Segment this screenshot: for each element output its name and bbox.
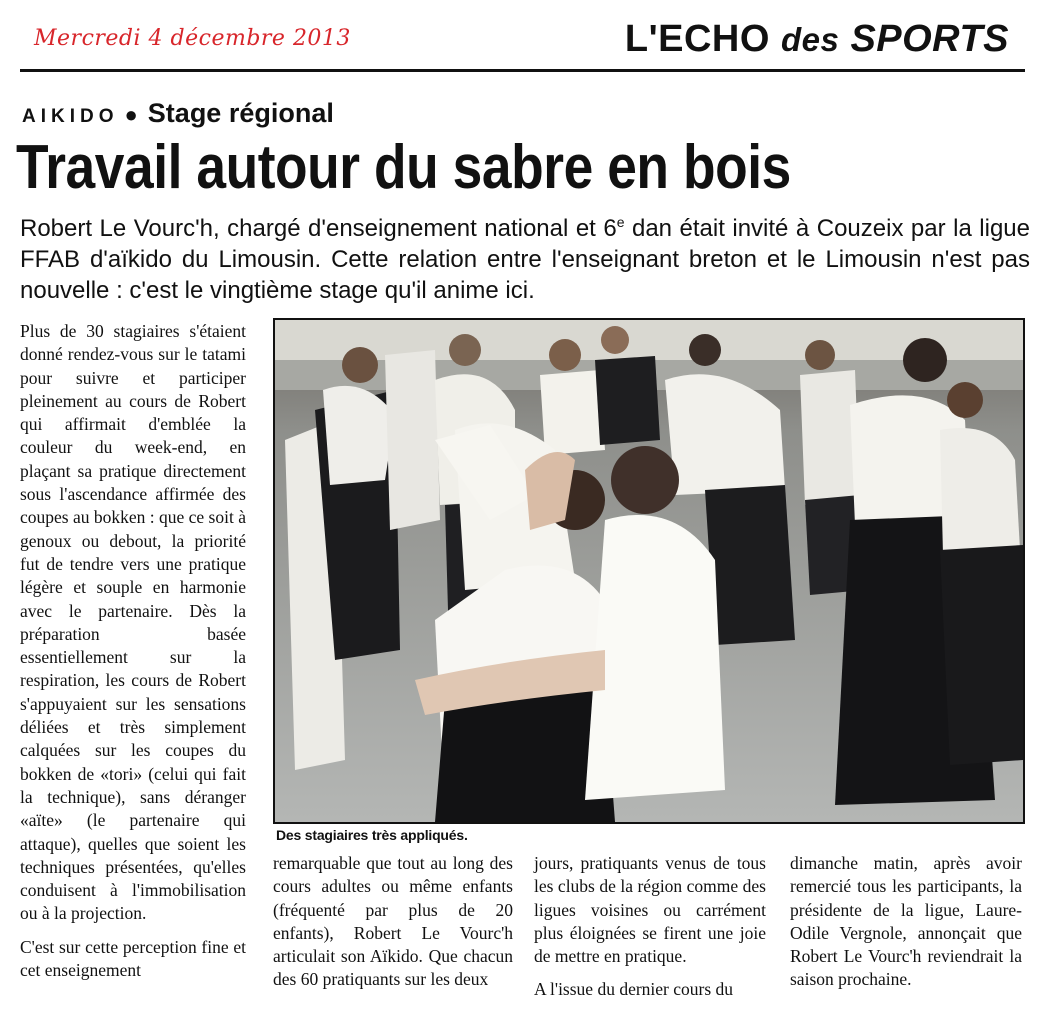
- publication-date: Mercredi 4 décembre 2013: [34, 26, 351, 51]
- rubric-bullet: ●: [124, 102, 138, 127]
- masthead: [625, 18, 1009, 61]
- aikido-photo-illustration: [275, 320, 1023, 822]
- column-3-paragraph-2: A l'issue du dernier cours du: [534, 979, 734, 1000]
- column-2: [273, 852, 513, 1002]
- masthead-prefix: L'ECHO: [624, 18, 770, 60]
- masthead-des: des: [781, 21, 840, 58]
- column-3-paragraph-1: jours, pratiquants venus de tous les clubs de la région comme des ligues voisines ou carrément plus éloignées se firent une joie de mettre en pratique.: [534, 853, 766, 967]
- column-1-paragraph-2: C'est sur cette perception fine et cet enseignement: [20, 936, 246, 981]
- section-label: AIKIDO: [22, 106, 119, 127]
- article-rubric: [22, 98, 334, 129]
- column-4-paragraph: dimanche matin, après avoir remercié tous les participants, la présidente de la ligue, Laure-Odile Vergnole, annonçait que Robert Le Vourc'h reviendrait la saison prochaine.: [790, 853, 1022, 990]
- column-1: [20, 320, 246, 992]
- photo-caption: Des stagiaires très appliqués.: [276, 827, 468, 843]
- lead-text-2: dan était invité à Couzeix par la ligue FFAB d'aïkido du Limousin. Cette relation entre l'enseignant breton et le Limousin n'est pas nouvelle : c'est le vingtième stage qu'il anime ici.: [20, 215, 1030, 304]
- masthead-sports: SPORTS: [850, 18, 1009, 60]
- article-photo: [273, 318, 1025, 824]
- column-2-paragraph: remarquable que tout au long des cours adultes ou même enfants (fréquenté par plus de 20 enfants), Robert Le Vourc'h articulait son Aïkido. Que chacun des 60 pratiquants sur les deux: [273, 853, 513, 990]
- lead-superscript: e: [616, 214, 625, 230]
- lead-paragraph: [20, 207, 1030, 306]
- header-rule: [20, 69, 1025, 72]
- column-3: [534, 852, 766, 1012]
- lead-text-1: Robert Le Vourc'h, chargé d'enseignement national et 6: [20, 215, 617, 242]
- column-1-paragraph-1: Plus de 30 stagiaires s'étaient donné rendez-vous sur le tatami pour suivre et participer pleinement au cours de Robert qui affirmait d'emblée la couleur du week-end, en plaçant sa pratique directement sous l'ascendance affirmée des coupes au bokken : que ce soit à genoux ou debout, la priorité fut de tendre vers une pratique légère et souple en harmonie avec le partenaire. Dès la préparation basée essentiellement sur la respiration, les cours de Robert s'appuyaient sur les sensations déliées et très simplement calquées sur les coupes du bokken de «tori» (celui qui fait la technique), sans déranger «aïte» (le partenaire qui attaque), quelles que soient les techniques présentées, qu'elles conduisent à l'immobilisation ou à la projection.: [20, 321, 246, 924]
- subsection-label: Stage régional: [147, 98, 334, 128]
- column-4: [790, 852, 1022, 1002]
- headline: Travail autour du sabre en bois: [16, 133, 791, 202]
